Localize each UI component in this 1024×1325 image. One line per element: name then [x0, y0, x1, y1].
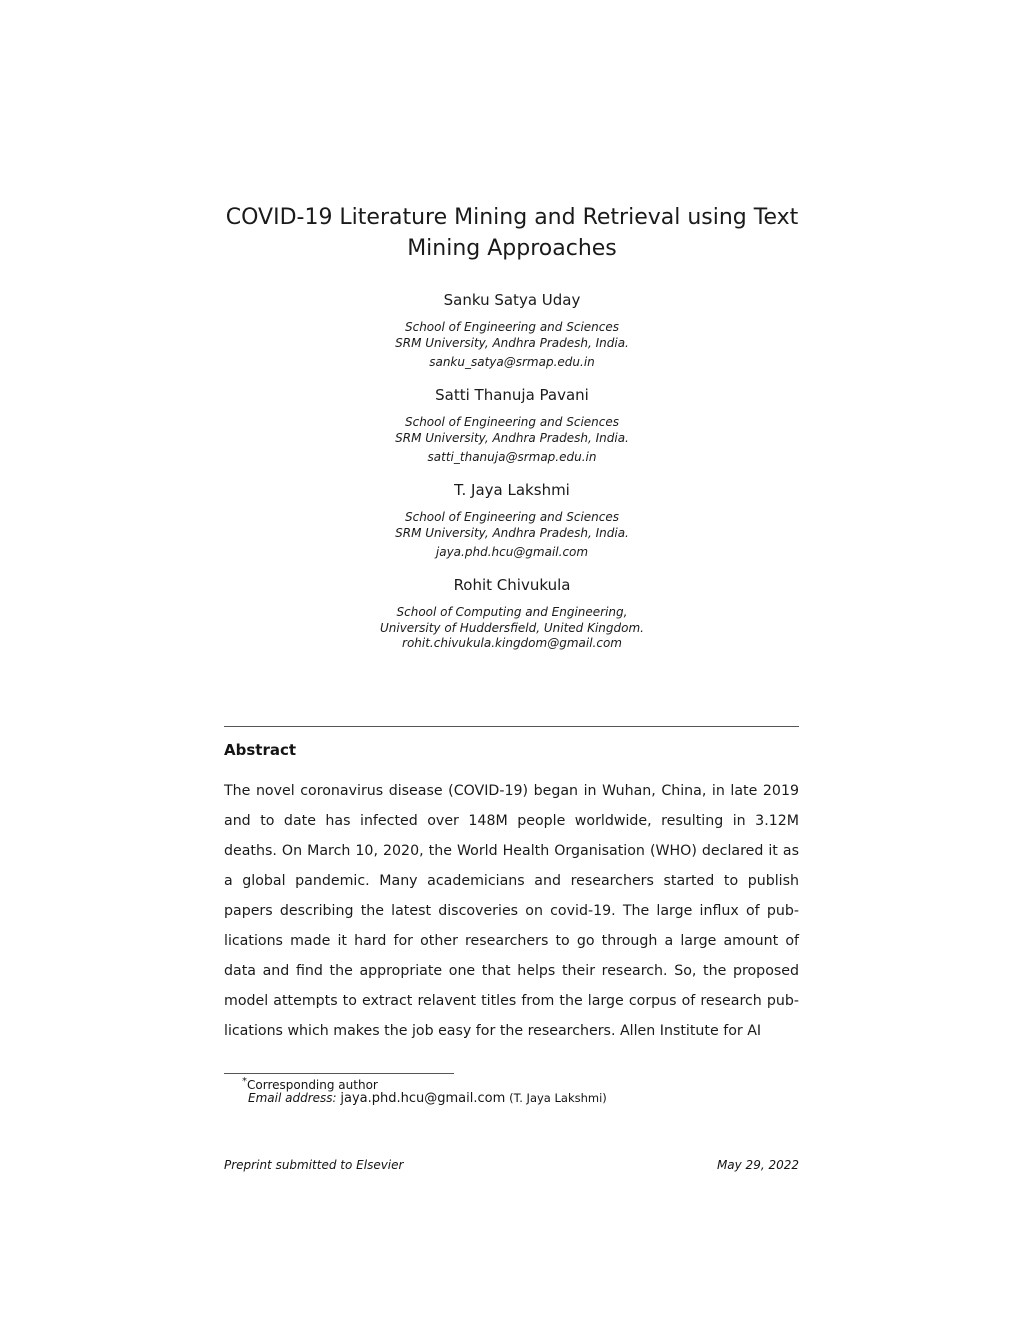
- affiliation-line: SRM University, Andhra Pradesh, India.: [395, 431, 629, 445]
- affiliation-line: School of Engineering and Sciences: [404, 510, 619, 524]
- author-name: T. Jaya Lakshmi: [454, 481, 570, 499]
- abstract-heading: Abstract: [224, 741, 297, 759]
- author-affiliation: [212, 414, 812, 446]
- footnote-divider: [224, 1073, 454, 1074]
- footnote-corresponding: [242, 1076, 378, 1092]
- affiliation-line: School of Engineering and Sciences: [404, 320, 619, 334]
- affiliation-line: SRM University, Andhra Pradesh, India.: [395, 526, 629, 540]
- author-affiliation: [212, 509, 812, 541]
- paper-title-line1: COVID-19 Literature Mining and Retrieval using Text: [225, 205, 799, 230]
- preprint-note: Preprint submitted to Elsevier: [224, 1158, 404, 1172]
- email-address-label: Email address:: [248, 1091, 337, 1105]
- paper-title: [212, 202, 812, 264]
- corresponding-author-label: Corresponding author: [247, 1078, 378, 1092]
- corresponding-email[interactable]: jaya.phd.hcu@gmail.com: [340, 1091, 506, 1106]
- author-email[interactable]: jaya.phd.hcu@gmail.com: [435, 545, 589, 559]
- affiliation-line: School of Engineering and Sciences: [404, 415, 619, 429]
- preprint-date: May 29, 2022: [716, 1158, 799, 1172]
- abstract-text: The novel coronavirus disease (COVID-19) began in Wuhan, China, in late 2019 and to date has infected over 148M people worldwide, resulting in 3.12M deaths. On March 10, 2020, the World Health Organisation (WHO) declared it as a global pandemic. Many academicians and researchers started to publish papers describing the latest discoveries on covid-19. The large influx of pub-lications made it hard for other researchers to go through a large amount of data and find the appropriate one that helps their research. So, the proposed model attempts to extract relavent titles from the large corpus of research pub-lications which makes the job easy for the researchers. Allen Institute for AI: [224, 783, 799, 1039]
- author-affiliation: [212, 604, 812, 636]
- author-email[interactable]: satti_thanuja@srmap.edu.in: [427, 450, 597, 464]
- author-email[interactable]: sanku_satya@srmap.edu.in: [429, 355, 595, 369]
- author-name: Rohit Chivukula: [453, 576, 571, 594]
- affiliation-line: University of Huddersfield, United Kingdom.: [379, 621, 644, 635]
- author-name: Satti Thanuja Pavani: [435, 386, 589, 404]
- author-email[interactable]: rohit.chivukula.kingdom@gmail.com: [402, 636, 622, 650]
- footnote-email: [248, 1091, 607, 1106]
- affiliation-line: School of Computing and Engineering,: [396, 605, 628, 619]
- section-divider: [224, 726, 799, 727]
- paper-title-line2: Mining Approaches: [407, 236, 617, 261]
- author-affiliation: [212, 319, 812, 351]
- corresponding-email-owner: (T. Jaya Lakshmi): [509, 1091, 607, 1105]
- footnote-marker: *: [242, 1076, 247, 1087]
- affiliation-line: SRM University, Andhra Pradesh, India.: [395, 336, 629, 350]
- author-name: Sanku Satya Uday: [443, 291, 581, 309]
